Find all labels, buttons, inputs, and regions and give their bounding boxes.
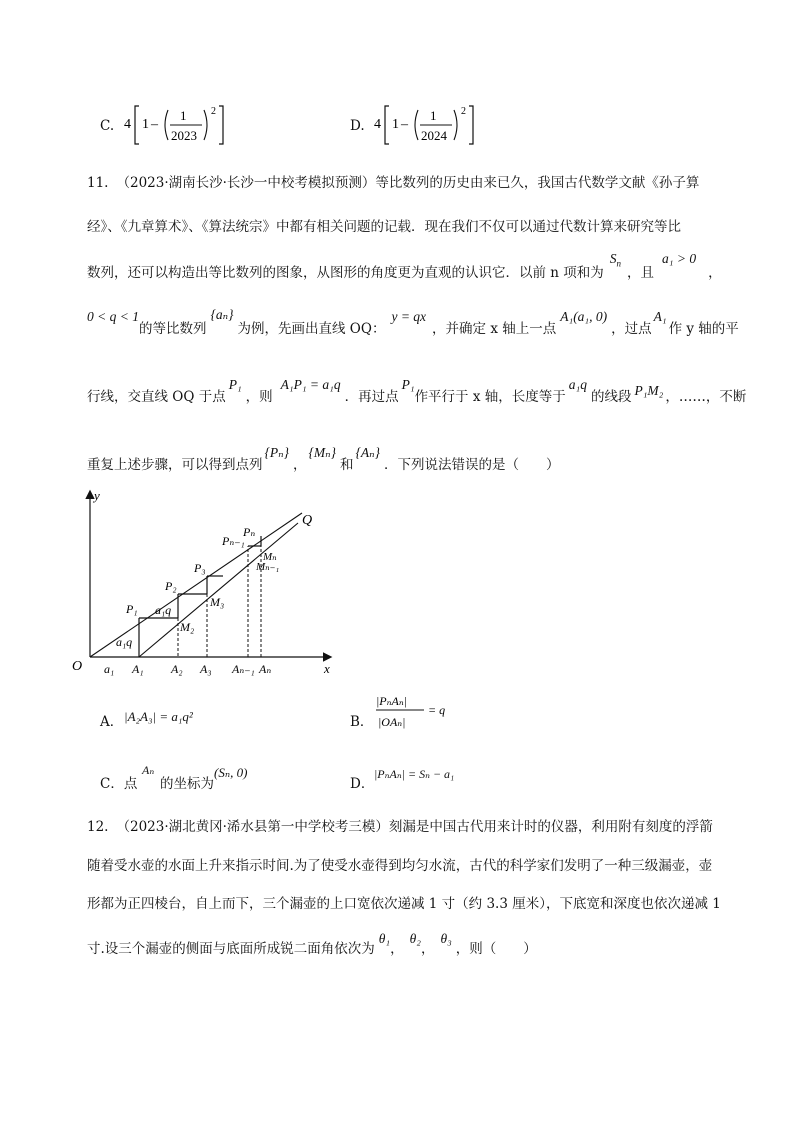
- q11-line-4: 0 < q < 1的等比数列{aₙ}为例，先画出直线 OQ：y = qx，并确定 x 轴上一点A₁(a₁, 0)，过点A₁作 y 轴的平: [87, 307, 739, 337]
- label-An: Aₙ: [259, 662, 272, 676]
- line-a1-m: [139, 523, 298, 657]
- seq-an: {aₙ}: [210, 307, 234, 322]
- theta-1: θ₁: [378, 931, 391, 946]
- label-Pn: Pₙ: [243, 525, 256, 539]
- option-d-label: D.: [350, 118, 365, 134]
- label-a1q-horizontal: a₁q: [155, 603, 172, 617]
- option-d-11[interactable]: D． |PₙAₙ| = Sₙ − a₁: [350, 767, 455, 792]
- option-a-formula: |A₂A₃| = a₁q²: [124, 709, 193, 724]
- cond-q: 0 < q < 1: [87, 309, 139, 324]
- option-c[interactable]: [100, 98, 260, 152]
- seq-pn: {Pₙ}: [264, 445, 290, 460]
- q11-number: 11.: [87, 175, 109, 191]
- seq-an-points: {Aₙ}: [355, 445, 381, 460]
- option-c-coef: 4: [124, 117, 131, 132]
- label-Pn-1: Pₙ₋₁: [222, 534, 245, 548]
- q11-line-5: 行线，交直线 OQ 于点P₁，则A₁P₁ = a₁q．再过点P₁作平行于 x 轴，长度等于a₁q的线段 P₁M₂ ，……，不断: [87, 377, 747, 405]
- segment-p1m2: P₁M₂: [634, 383, 664, 398]
- q12-line-1: 12. （2023·湖北黄冈·浠水县第一中学校考三模）刻漏是中国古代用来计时的仪器，利用附有刻度的浮箭: [87, 819, 713, 835]
- label-M2: M₂: [180, 620, 195, 634]
- q11-line-3: 数列，还可以构造出等比数列的图象，从图形的角度更为直观的认识它．以前 n 项和为$S_n$，且a₁ > 0，: [87, 251, 722, 281]
- step-n: [248, 536, 261, 657]
- svg-text:|PₙAₙ|: |PₙAₙ|: [376, 694, 407, 708]
- svg-text:1: 1: [180, 108, 187, 123]
- step-3: [207, 576, 223, 594]
- label-Mn: Mₙ: [263, 551, 277, 563]
- label-a1-length: a₁: [104, 662, 115, 676]
- theta-2: θ₂: [409, 931, 421, 946]
- eq-line: y = qx: [391, 309, 427, 324]
- label-Mn-1: Mₙ₋₁: [256, 561, 280, 573]
- point-p1: P₁: [228, 377, 242, 392]
- point-a1: A₁(a₁, 0): [560, 309, 608, 324]
- option-c-coordinate: (Sₙ, 0): [214, 765, 248, 780]
- option-d-formula: [372, 98, 502, 152]
- label-A3: A₃: [200, 662, 212, 676]
- option-c-label: C.: [100, 118, 115, 134]
- q12-line-2: 随着受水壶的水面上升来指示时间.为了使受水壶得到均匀水流，古代的科学家们发明了一种三级漏壶，壶: [87, 858, 713, 874]
- x-axis-label: x: [324, 661, 330, 676]
- q11-line-2: 经》、《九章算术》、《算法统宗》中都有相关问题的记载．现在我们不仅可以通过代数计算来研究等比: [87, 219, 681, 235]
- option-b[interactable]: B． |PₙAₙ| |OAₙ| = q: [350, 690, 550, 734]
- svg-text:–: –: [151, 117, 158, 132]
- label-A1: A₁: [132, 662, 144, 676]
- q12-line-4: 寸.设三个漏壶的侧面与底面所成锐二面角依次为θ₁，θ₂，θ₃，则（ ）: [87, 931, 537, 957]
- theta-3: θ₃: [440, 931, 452, 946]
- option-d-formula: |PₙAₙ| = Sₙ − a₁: [374, 767, 455, 781]
- q12-line-3: 形都为正四棱台，自上而下，三个漏壶的上口宽依次递减 1 寸（约 3.3 厘米），下底宽和深度也依次递减 1: [87, 896, 721, 912]
- label-a1q-vertical: a₁q: [116, 635, 133, 649]
- step-1: [139, 618, 178, 657]
- svg-text:1: 1: [142, 117, 149, 132]
- option-c-formula: [122, 98, 252, 152]
- option-d[interactable]: [350, 98, 510, 152]
- label-An-1: Aₙ₋₁: [232, 662, 255, 676]
- label-P3: P₃: [194, 561, 206, 575]
- option-c-11[interactable]: C．点 Aₙ 的坐标为 (Sₙ, 0): [100, 763, 248, 792]
- q11-line-6: 重复上述步骤，可以得到点列{Pₙ}，{Mₙ}和{Aₙ}．下列说法错误的是（ ）: [87, 445, 560, 473]
- label-P1: P₁: [126, 602, 138, 616]
- svg-text:–: –: [401, 117, 408, 132]
- q11-line-1: 11. （2023·湖南长沙·长沙一中校考模拟预测）等比数列的历史由来已久，我国古代数学文献《孙子算: [87, 175, 700, 191]
- seq-mn: {Mₙ}: [308, 445, 337, 460]
- option-b-formula: [374, 690, 484, 734]
- eq-a1p1: A₁P₁ = a₁q: [280, 377, 341, 392]
- option-a[interactable]: A． |A₂A₃| = a₁q²: [100, 709, 193, 730]
- point-q-label: Q: [302, 513, 313, 528]
- option-c-denominator: 2023: [171, 128, 197, 143]
- svg-text:|OAₙ|: |OAₙ|: [378, 715, 406, 729]
- geometric-sequence-figure: [60, 480, 360, 680]
- sn-symbol: $S_n$: [609, 251, 622, 269]
- label-M3: M₃: [210, 595, 225, 609]
- label-A2: A₂: [171, 662, 183, 676]
- cond-a1: a₁ > 0: [662, 251, 697, 266]
- label-P2: P₂: [165, 579, 177, 593]
- svg-text:2: 2: [211, 106, 216, 117]
- svg-text:= q: = q: [428, 703, 446, 717]
- q12-number: 12.: [87, 819, 109, 835]
- len-a1q: a₁q: [568, 377, 587, 392]
- svg-text:1: 1: [430, 108, 437, 123]
- y-axis-label: y: [94, 488, 100, 503]
- option-d-coef: 4: [374, 117, 381, 132]
- svg-text:2: 2: [461, 106, 466, 117]
- origin-label: O: [72, 659, 83, 674]
- option-d-denominator: 2024: [421, 128, 447, 143]
- svg-text:1: 1: [392, 117, 399, 132]
